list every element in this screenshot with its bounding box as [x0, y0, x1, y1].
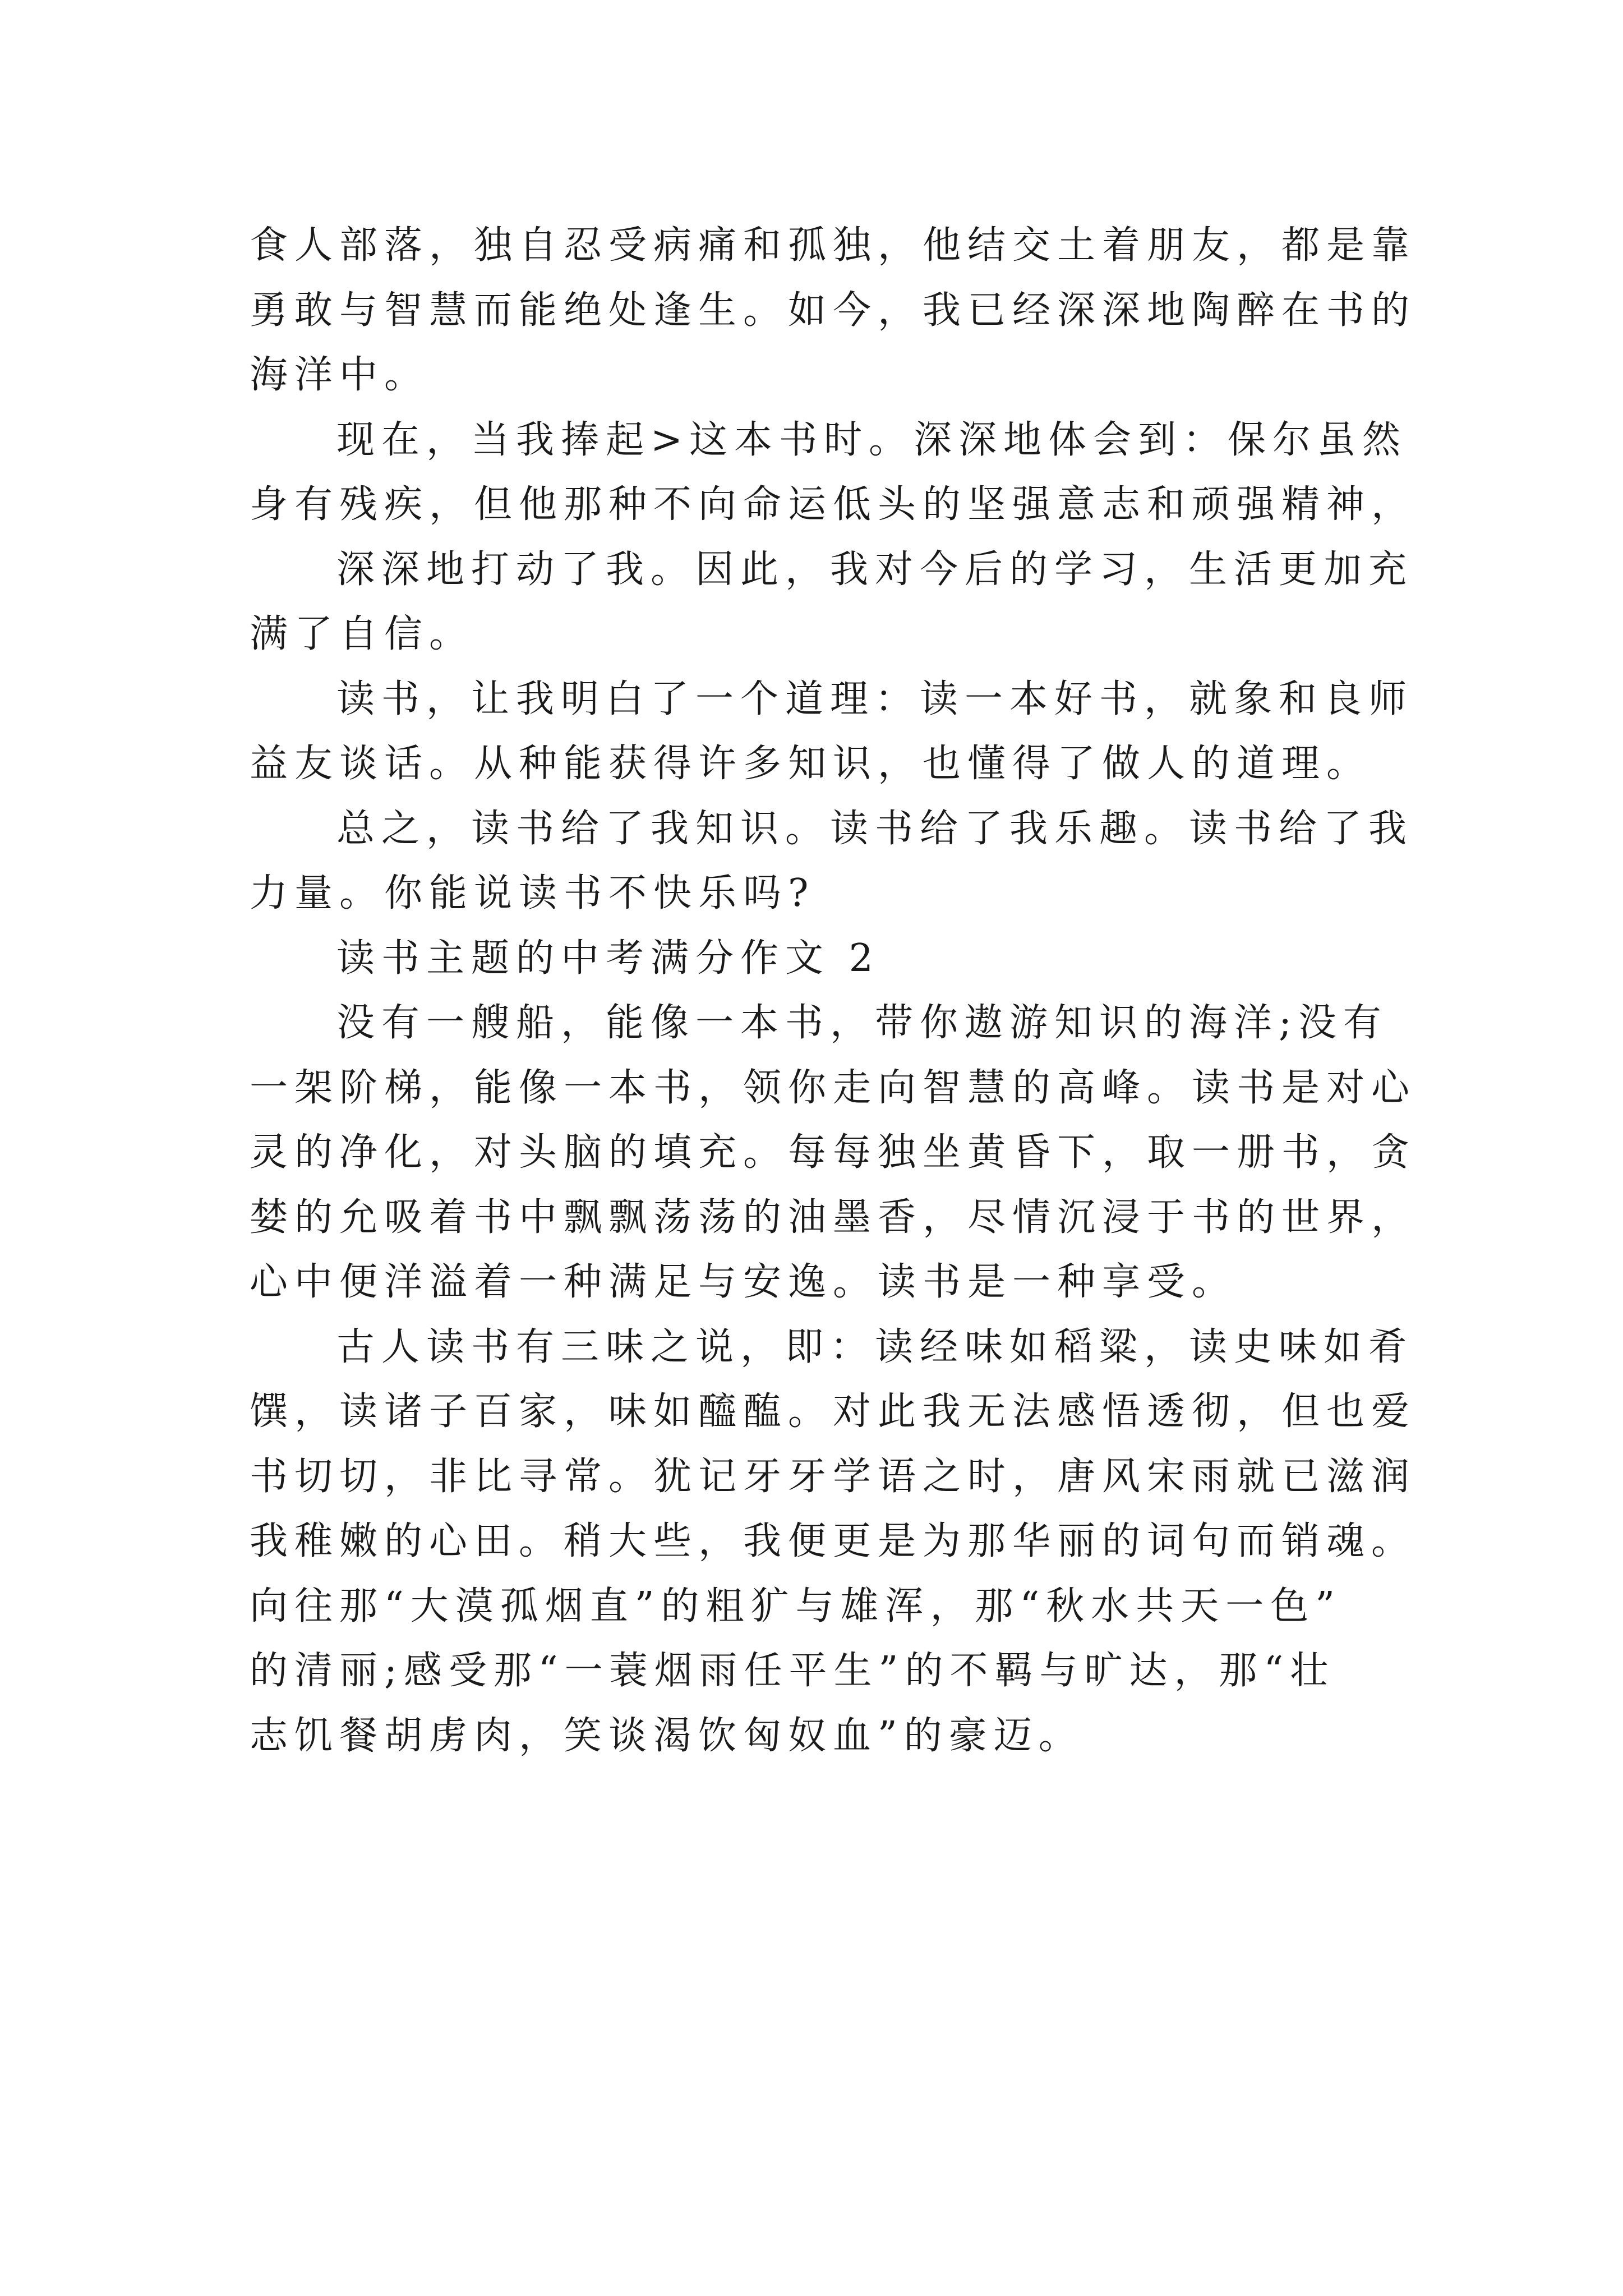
text-line: 的清丽;感受那“一蓑烟雨任平生”的不羁与旷达，那“壮 — [250, 1649, 1335, 1693]
text-line: 馔，读诸子百家，味如醯醢。对此我无法感悟透彻，但也爱 — [250, 1389, 1417, 1434]
text-line: 灵的净化，对头脑的填充。每每独坐黄昏下，取一册书，贪 — [250, 1130, 1417, 1175]
text-line: 婪的允吸着书中飘飘荡荡的油墨香，尽情沉浸于书的世界， — [250, 1195, 1417, 1240]
text-line: 读书主题的中考满分作文 2 — [336, 936, 880, 981]
text-line: 书切切，非比寻常。犹记牙牙学语之时，唐风宋雨就已滋润 — [250, 1454, 1417, 1499]
text-line: 向往那“大漠孤烟直”的粗犷与雄浑，那“秋水共天一色” — [250, 1584, 1342, 1628]
text-line: 一架阶梯，能像一本书，领你走向智慧的高峰。读书是对心 — [250, 1065, 1417, 1110]
text-line: 现在，当我捧起>这本书时。深深地体会到：保尔虽然 — [336, 417, 1407, 462]
text-line: 志饥餐胡虏肉，笑谈渴饮匈奴血”的豪迈。 — [250, 1713, 1083, 1758]
text-line: 益友谈话。从种能获得许多知识，也懂得了做人的道理。 — [250, 742, 1372, 786]
text-line: 没有一艘船，能像一本书，带你遨游知识的海洋;没有 — [336, 1001, 1388, 1045]
text-line: 勇敢与智慧而能绝处逢生。如今，我已经深深地陶醉在书的 — [250, 288, 1417, 333]
text-line: 食人部落，独自忍受病痛和孤独，他结交土着朋友，都是靠 — [250, 223, 1417, 268]
text-line: 古人读书有三味之说，即：读经味如稻粱，读史味如肴 — [336, 1324, 1414, 1369]
text-line: 我稚嫩的心田。稍大些，我便更是为那华丽的词句而销魂。 — [250, 1519, 1417, 1563]
text-line: 心中便洋溢着一种满足与安逸。读书是一种享受。 — [250, 1260, 1237, 1304]
text-line: 满了自信。 — [250, 612, 474, 656]
text-line: 读书，让我明白了一个道理：读一本好书，就象和良师 — [336, 677, 1414, 721]
text-line: 力量。你能说读书不快乐吗? — [250, 871, 815, 915]
text-line: 深深地打动了我。因此，我对今后的学习，生活更加充 — [336, 547, 1414, 592]
text-line: 总之，读书给了我知识。读书给了我乐趣。读书给了我 — [336, 806, 1414, 851]
text-line: 身有残疾，但他那种不向命运低头的坚强意志和顽强精神， — [250, 482, 1417, 527]
document-body — [250, 213, 1417, 1768]
text-line: 海洋中。 — [250, 353, 430, 397]
